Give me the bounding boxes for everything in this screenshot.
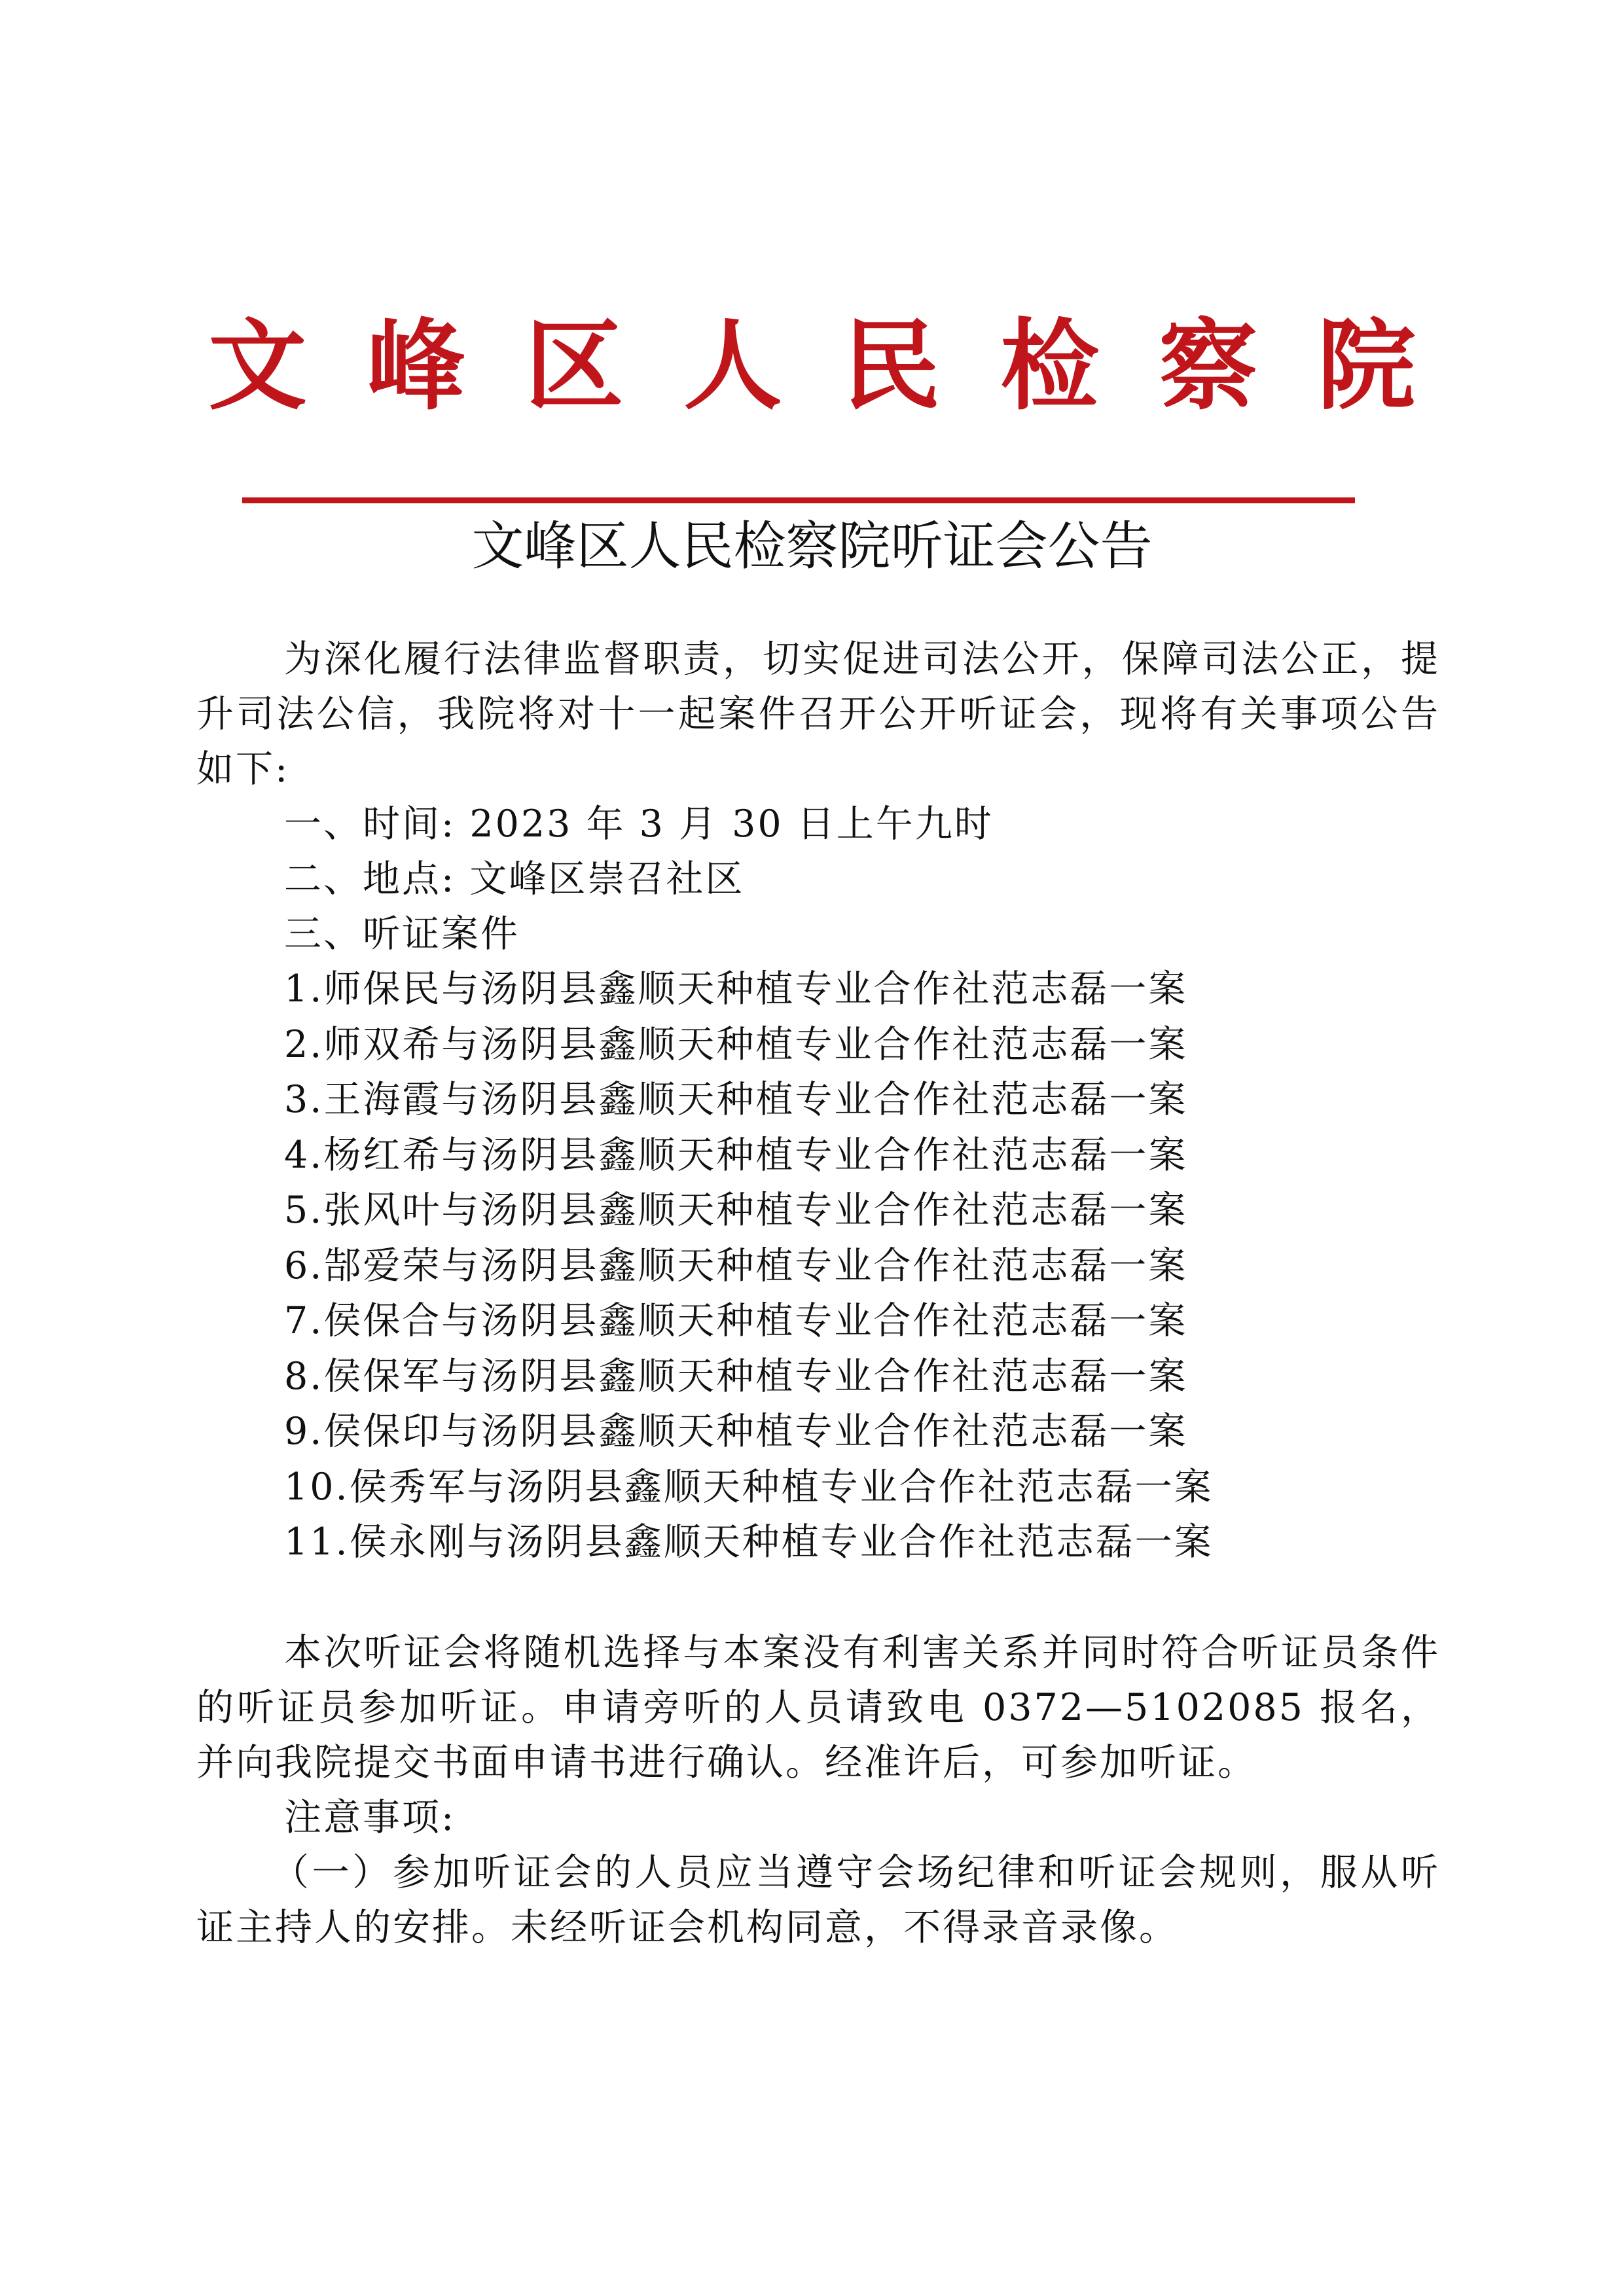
case-item: 4.杨红希与汤阴县鑫顺天种植专业合作社范志磊一案 [284,1133,1188,1177]
masthead-char: 民 [842,310,941,423]
note-item-1: （一）参加听证会的人员应当遵守会场纪律和听证会规则，服从听证主持人的安排。未经听证会机构同意，不得录音录像。 [196,1850,1440,1949]
case-item: 9.侯保印与汤阴县鑫顺天种植专业合作社范志磊一案 [284,1410,1188,1453]
masthead-char: 检 [1000,310,1099,423]
notes-heading: 注意事项: [284,1795,456,1839]
masthead-char: 院 [1317,310,1416,423]
case-item: 7.侯保合与汤阴县鑫顺天种植专业合作社范志磊一案 [284,1299,1188,1342]
intro-paragraph: 为深化履行法律监督职责，切实促进司法公开，保障司法公正，提升司法公信，我院将对十一起案件召开公开听证会，现将有关事项公告如下: [196,637,1440,791]
masthead-divider [242,497,1355,503]
case-item: 1.师保民与汤阴县鑫顺天种植专业合作社范志磊一案 [284,967,1188,1011]
case-item: 3.王海霞与汤阴县鑫顺天种植专业合作社范志磊一案 [284,1078,1188,1121]
case-item: 11.侯永刚与汤阴县鑫顺天种植专业合作社范志磊一案 [284,1520,1214,1564]
cases-heading: 三、听证案件 [284,912,520,956]
masthead-char: 察 [1159,310,1257,423]
masthead-char: 峰 [367,310,465,423]
place-line: 二、地点: 文峰区崇召社区 [284,857,745,901]
document-body [196,632,1440,1955]
case-list [196,961,1440,1570]
masthead-char: 区 [525,310,624,423]
case-item: 10.侯秀军与汤阴县鑫顺天种植专业合作社范志磊一案 [284,1465,1214,1509]
case-item: 6.郜爱荣与汤阴县鑫顺天种植专业合作社范志磊一案 [284,1244,1188,1287]
blank-line [196,1570,1440,1625]
case-item: 5.张风叶与汤阴县鑫顺天种植专业合作社范志磊一案 [284,1189,1188,1232]
time-line: 一、时间: 2023 年 3 月 30 日上午九时 [284,802,994,846]
masthead [0,308,1624,425]
masthead-char: 文 [208,310,307,423]
case-item: 8.侯保军与汤阴县鑫顺天种植专业合作社范志磊一案 [284,1354,1188,1398]
masthead-char: 人 [683,310,782,423]
document-title: 文峰区人民检察院听证会公告 [471,516,1153,577]
selection-paragraph: 本次听证会将随机选择与本案没有利害关系并同时符合听证员条件的听证员参加听证。申请旁听的人员请致电 0372—5102085 报名，并向我院提交书面申请书进行确认。经准许后，可参加听证。 [196,1630,1440,1784]
case-item: 2.师双希与汤阴县鑫顺天种植专业合作社范志磊一案 [284,1022,1188,1066]
